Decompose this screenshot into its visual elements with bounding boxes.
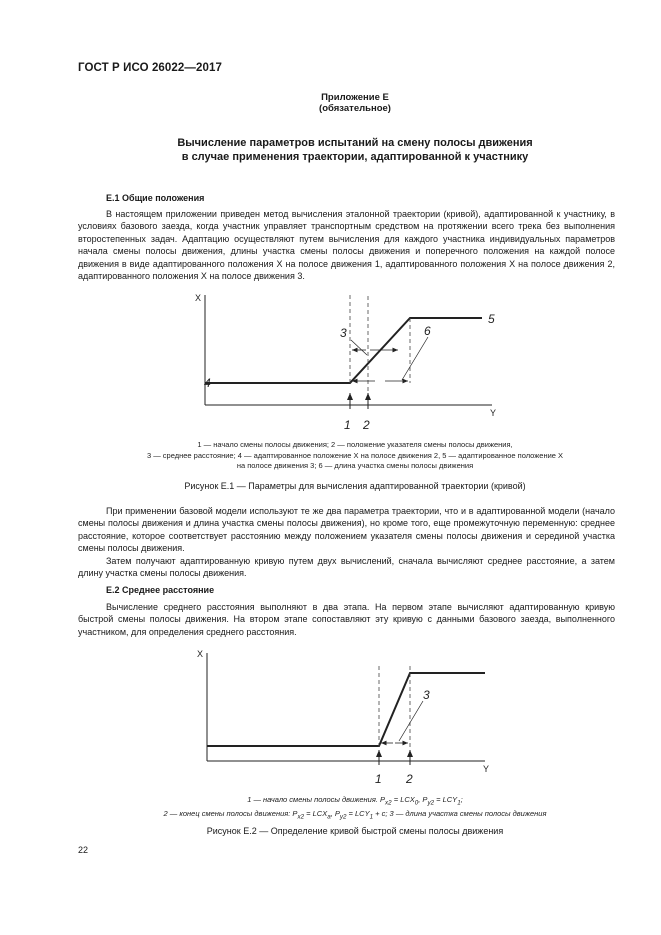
label-2: 2: [406, 772, 413, 786]
legend-line: 1 — начало смены полосы движения. $P_{x2} = LCX_0$, $P_{y2} = LCY_1$;: [247, 795, 463, 807]
figure-e2-caption: Рисунок Е.2 — Определение кривой быстрой смены полосы движения: [206, 826, 504, 836]
leader-3: [399, 701, 423, 741]
figure-e2: [185, 643, 505, 788]
leader-6: [402, 337, 428, 380]
title-line-2: в случае применения траектории, адаптированной к участнику: [181, 151, 529, 163]
fast-lc-curve: [207, 673, 485, 746]
axis-y-label: Y: [490, 408, 497, 418]
paragraph: Вычисление среднего расстояния выполняют в два этапа. На первом этапе вычисляют адаптированную кривую быстрой смены полосы движения. На втором этапе сопоставляют эту кривую с данными базового заезда, выполненного участником, для определения среднего расстояния.: [78, 602, 615, 637]
body-text: [78, 505, 615, 579]
label-3: 3: [340, 326, 347, 340]
page-number: 22: [78, 845, 89, 855]
legend-line: 2 — конец смены полосы движения: $P_{x2} = LCX_a$, $P_{y2} = LCY_1 + c$; 3 — длина участка смены полосы движения: [163, 809, 547, 821]
section-e2-text: [78, 601, 615, 638]
label-6: 6: [424, 324, 431, 338]
page-title: [60, 136, 650, 164]
section-heading-e2: Е.2 Среднее расстояние: [106, 585, 215, 595]
appendix-block: [60, 92, 650, 114]
legend-line: на полосе движения 3; 6 — длина участка смены полосы движения: [236, 461, 474, 471]
axis-y-label: Y: [483, 764, 490, 774]
appendix-name: Приложение Е: [321, 92, 389, 103]
label-4: 4: [204, 376, 211, 390]
paragraph: В настоящем приложении приведен метод вычисления эталонной траектории (кривой), адаптированной к участнику, в условиях базового заезда, когда участник управляет транспортным средством на протяжении всего трека без выполнения второстепенных задач. Адаптацию осуществляют путем вычисления для каждого участника индивидуальных параметров начала смены полосы движения, длины участка смены полосы движения и поперечного положения на каждой полосе движения в виде адаптированного положения X на полосе движения 1, адаптированного положения X на полосе движения 2, адаптированного положения X на полосе движения 3.: [78, 209, 615, 282]
section-e1-text: [78, 208, 615, 282]
figure-e2-legend: [60, 795, 650, 823]
leader-3: [351, 340, 367, 355]
legend-line: 3 — среднее расстояние; 4 — адаптированное положение X на полосе движения 2, 5 — адаптированное положение X: [146, 450, 564, 460]
legend-line: 1 — начало смены полосы движения; 2 — положение указателя смены полосы движения,: [197, 440, 513, 449]
label-5: 5: [488, 312, 495, 326]
paragraph: Затем получают адаптированную кривую путем двух вычислений, сначала вычисляют среднее расстояние, а затем длину участка смены полосы движения.: [78, 555, 615, 579]
label-2: 2: [363, 418, 370, 432]
section-heading-e1: Е.1 Общие положения: [106, 193, 205, 203]
appendix-status: (обязательное): [319, 103, 391, 114]
axis-x-label: X: [197, 649, 204, 659]
figure-e1: [180, 285, 510, 435]
figure-e1-legend: [60, 440, 650, 472]
figure-e1-caption: Рисунок Е.1 — Параметры для вычисления адаптированной траектории (кривой): [184, 481, 526, 491]
title-line-1: Вычисление параметров испытаний на смену полосы движения: [177, 137, 533, 149]
label-1: 1: [344, 418, 351, 432]
label-3: 3: [423, 688, 430, 702]
axis-x-label: X: [195, 293, 202, 303]
standard-header: ГОСТ Р ИСО 26022—2017: [78, 62, 223, 74]
label-1: 1: [375, 772, 382, 786]
paragraph: При применении базовой модели используют те же два параметра траектории, что и в адаптированной модели (начало смены полосы движения и длина участка смены полосы движения), но кроме того, еще промежуточную переменную: среднее расстояние, которое соответствует расстоянию между положением указателя смены полосы движения и серединой участка смены полосы движения.: [78, 506, 615, 554]
